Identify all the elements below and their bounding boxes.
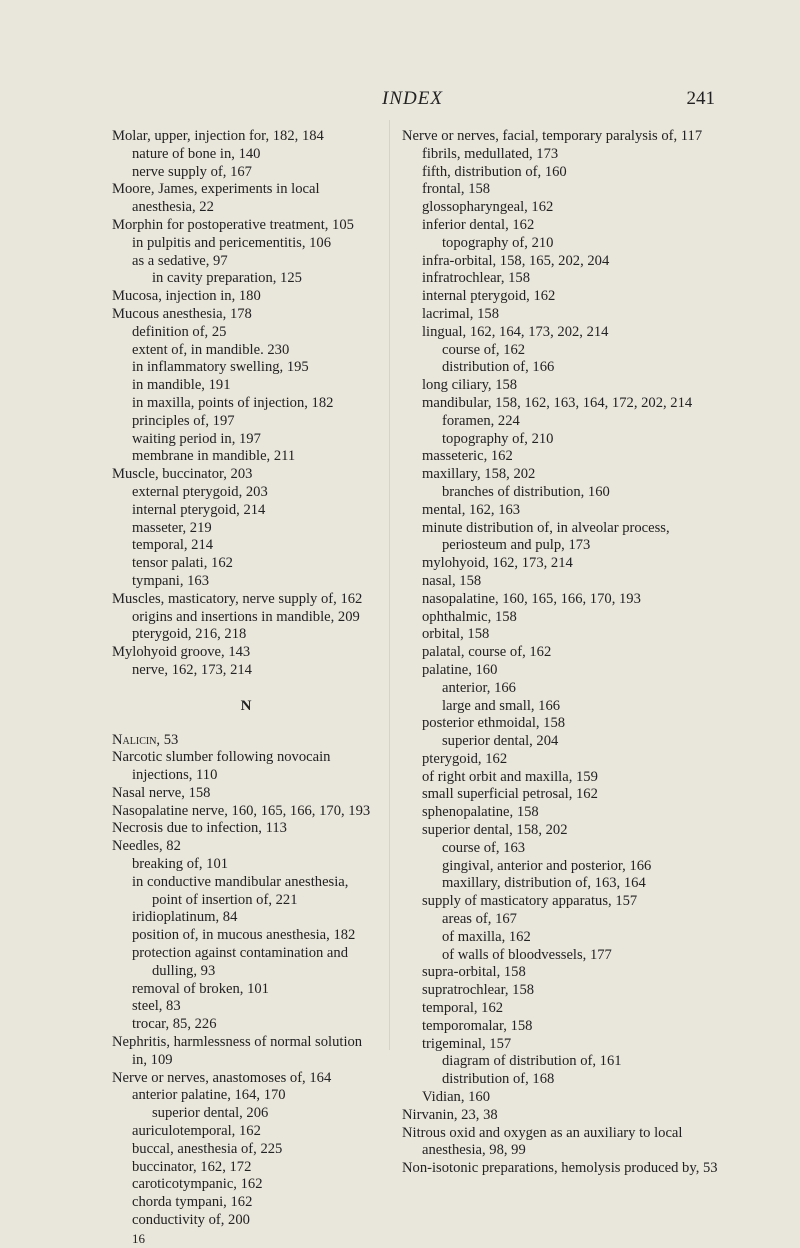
index-subentry: protection against contamination and dulling, 93 xyxy=(132,945,349,979)
index-subentry: masseter, 219 xyxy=(132,519,212,536)
index-subentry: nature of bone in, 140 xyxy=(132,145,261,162)
index-subentry: extent of, in mandible. 230 xyxy=(132,341,290,358)
index-entry: Nerve or nerves, anastomoses of, 164 xyxy=(112,1069,332,1086)
index-subentry: lacrimal, 158 xyxy=(422,305,499,322)
index-entry: Muscle, buccinator, 203 xyxy=(112,466,253,483)
index-subentry: membrane in mandible, 211 xyxy=(132,448,296,465)
index-entry: Nirvanin, 23, 38 xyxy=(402,1106,498,1123)
index-subentry: nasal, 158 xyxy=(422,572,482,589)
index-subentry: anterior, 166 xyxy=(442,679,516,696)
signature-mark: 16 xyxy=(132,1230,145,1246)
index-subentry: trigeminal, 157 xyxy=(422,1035,512,1052)
index-subentry: distribution of, 168 xyxy=(442,1071,555,1088)
index-subentry: foramen, 224 xyxy=(442,412,520,429)
index-subentry: iridioplatinum, 84 xyxy=(132,909,238,926)
index-entry: Mucous anesthesia, 178 xyxy=(112,305,252,322)
index-subentry: tensor palati, 162 xyxy=(132,555,233,572)
index-subentry: glossopharyngeal, 162 xyxy=(422,199,554,216)
index-subentry: temporal, 162 xyxy=(422,1000,504,1017)
index-subentry: mental, 162, 163 xyxy=(422,501,521,518)
index-subentry: mylohyoid, 162, 173, 214 xyxy=(422,555,573,572)
index-subentry: minute distribution of, in alveolar process, periosteum and pulp, 173 xyxy=(422,519,670,554)
index-subentry: superior dental, 158, 202 xyxy=(422,822,568,839)
index-subentry: small superficial petrosal, 162 xyxy=(422,786,598,803)
index-entry: Nephritis, harmlessness of normal solution in, 109 xyxy=(112,1034,363,1068)
index-subentry: superior dental, 206 xyxy=(152,1105,269,1122)
index-subentry: fibrils, medullated, 173 xyxy=(422,145,559,162)
index-subentry: steel, 83 xyxy=(132,998,181,1015)
index-entry: Nalicin, 53 xyxy=(112,731,179,748)
index-subentry: supratrochlear, 158 xyxy=(422,982,535,999)
index-subentry: in maxilla, points of injection, 182 xyxy=(132,394,334,411)
index-subentry: in conductive mandibular anesthesia, point of insertion of, 221 xyxy=(132,873,349,908)
index-entry: Mucosa, injection in, 180 xyxy=(112,288,261,305)
index-subentry: nerve supply of, 167 xyxy=(132,163,252,180)
index-subentry: course of, 163 xyxy=(442,839,526,856)
section-letter: N xyxy=(240,697,252,714)
index-subentry: temporal, 214 xyxy=(132,537,214,554)
index-entry: Narcotic slumber following novocain injections, 110 xyxy=(112,749,331,784)
index-subentry: internal pterygoid, 162 xyxy=(422,288,556,305)
index-subentry: ophthalmic, 158 xyxy=(422,608,517,625)
index-subentry: large and small, 166 xyxy=(442,697,561,714)
index-subentry: orbital, 158 xyxy=(422,626,490,643)
index-subentry: as a sedative, 97 xyxy=(132,252,228,269)
index-subentry: buccinator, 162, 172 xyxy=(132,1158,252,1175)
index-subentry: waiting period in, 197 xyxy=(132,430,261,447)
index-subentry: diagram of distribution of, 161 xyxy=(442,1053,622,1070)
index-subentry: temporomalar, 158 xyxy=(422,1017,533,1034)
index-entry: Molar, upper, injection for, 182, 184 xyxy=(112,128,324,144)
index-subentry: auriculotemporal, 162 xyxy=(132,1123,261,1140)
index-subentry: definition of, 25 xyxy=(132,323,227,340)
index-entry: Nasopalatine nerve, 160, 165, 166, 170, 193 xyxy=(112,802,371,819)
index-subentry: pterygoid, 162 xyxy=(422,750,508,767)
index-subentry: course of, 162 xyxy=(442,341,526,358)
index-column-right xyxy=(402,128,732,1178)
index-subentry: mandibular, 158, 162, 163, 164, 172, 202, 214 xyxy=(422,394,693,411)
index-subentry: superior dental, 204 xyxy=(442,733,559,750)
index-subentry: areas of, 167 xyxy=(442,911,517,928)
index-subentry: masseteric, 162 xyxy=(422,448,513,465)
index-subentry: chorda tympani, 162 xyxy=(132,1194,253,1211)
index-entry: Nasal nerve, 158 xyxy=(112,784,211,801)
index-subentry: topography of, 210 xyxy=(442,430,554,447)
index-subentry: conductivity of, 200 xyxy=(132,1212,250,1229)
index-subentry: principles of, 197 xyxy=(132,412,235,429)
page-header xyxy=(110,88,715,114)
index-subentry: tympani, 163 xyxy=(132,572,210,589)
index-subentry: nerve, 162, 173, 214 xyxy=(132,661,252,678)
index-subentry: maxillary, distribution of, 163, 164 xyxy=(442,875,646,892)
index-subentry: anterior palatine, 164, 170 xyxy=(132,1087,286,1104)
index-subentry: supra-orbital, 158 xyxy=(422,964,526,981)
index-entry: Non-isotonic preparations, hemolysis produced by, 53 xyxy=(402,1160,718,1177)
index-subentry: infratrochlear, 158 xyxy=(422,270,531,287)
index-subentry: in mandible, 191 xyxy=(132,377,231,394)
index-subentry: gingival, anterior and posterior, 166 xyxy=(442,857,652,874)
index-subentry: topography of, 210 xyxy=(442,234,554,251)
index-entry: Necrosis due to infection, 113 xyxy=(112,820,287,837)
index-entry: Morphin for postoperative treatment, 105 xyxy=(112,216,354,233)
index-subentry: of maxilla, 162 xyxy=(442,928,531,945)
index-entry: Mylohyoid groove, 143 xyxy=(112,644,251,661)
index-subentry: inferior dental, 162 xyxy=(422,216,535,233)
index-subentry: palatine, 160 xyxy=(422,661,498,678)
index-subentry: Vidian, 160 xyxy=(422,1089,491,1106)
index-entry: Nitrous oxid and oxygen as an auxiliary to local anesthesia, 98, 99 xyxy=(402,1124,683,1159)
index-subentry: of walls of bloodvessels, 177 xyxy=(442,946,612,963)
index-subentry: buccal, anesthesia of, 225 xyxy=(132,1140,283,1157)
index-subentry: in inflammatory swelling, 195 xyxy=(132,359,309,376)
index-subentry: infra-orbital, 158, 165, 202, 204 xyxy=(422,252,610,269)
index-subentry: origins and insertions in mandible, 209 xyxy=(132,608,360,625)
index-entry: Moore, James, experiments in local anesthesia, 22 xyxy=(112,181,320,216)
index-subentry: internal pterygoid, 214 xyxy=(132,501,266,518)
index-subentry: distribution of, 166 xyxy=(442,359,555,376)
column-divider xyxy=(389,120,390,1050)
index-subentry: removal of broken, 101 xyxy=(132,980,269,997)
index-subentry: long ciliary, 158 xyxy=(422,377,518,394)
page-number: 241 xyxy=(686,88,715,109)
running-title: INDEX xyxy=(382,88,443,109)
index-subentry: palatal, course of, 162 xyxy=(422,644,552,661)
index-subentry: trocar, 85, 226 xyxy=(132,1016,217,1033)
index-subentry: caroticotympanic, 162 xyxy=(132,1176,263,1193)
index-subentry: pterygoid, 216, 218 xyxy=(132,626,247,643)
index-subentry: supply of masticatory apparatus, 157 xyxy=(422,893,638,910)
index-entry: Nerve or nerves, facial, temporary paralysis of, 117 xyxy=(402,128,703,144)
index-subentry: branches of distribution, 160 xyxy=(442,483,610,500)
index-subentry: breaking of, 101 xyxy=(132,856,229,873)
index-subentry: in cavity preparation, 125 xyxy=(152,270,302,287)
index-subentry: external pterygoid, 203 xyxy=(132,483,268,500)
index-subentry: maxillary, 158, 202 xyxy=(422,466,536,483)
index-subentry: sphenopalatine, 158 xyxy=(422,804,539,821)
index-subentry: position of, in mucous anesthesia, 182 xyxy=(132,927,356,944)
index-entry: Muscles, masticatory, nerve supply of, 162 xyxy=(112,590,363,607)
index-subentry: posterior ethmoidal, 158 xyxy=(422,715,566,732)
index-subentry: in pulpitis and pericementitis, 106 xyxy=(132,234,332,251)
index-entry: Needles, 82 xyxy=(112,838,181,855)
index-subentry: frontal, 158 xyxy=(422,181,491,198)
index-column-left xyxy=(112,128,380,1248)
index-subentry: of right orbit and maxilla, 159 xyxy=(422,768,598,785)
index-subentry: fifth, distribution of, 160 xyxy=(422,163,567,180)
index-subentry: lingual, 162, 164, 173, 202, 214 xyxy=(422,323,609,340)
index-subentry: nasopalatine, 160, 165, 166, 170, 193 xyxy=(422,590,641,607)
